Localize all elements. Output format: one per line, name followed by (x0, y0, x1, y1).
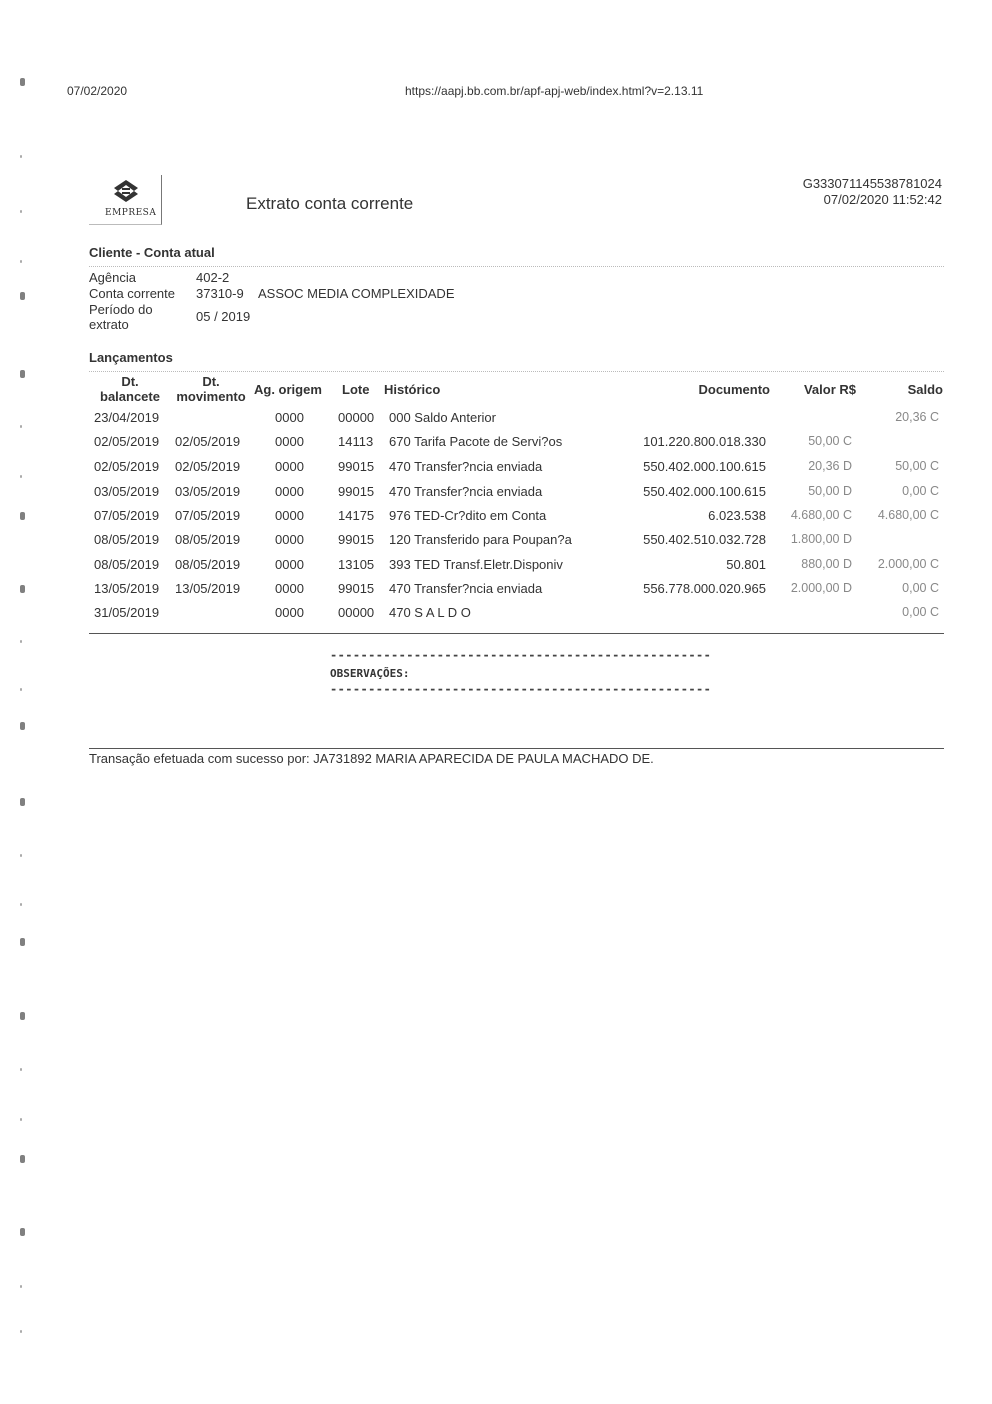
cell-movimento: 08/05/2019 (175, 557, 241, 572)
page-title: Extrato conta corrente (246, 194, 414, 213)
scan-speck (20, 903, 22, 906)
cell-historico: 393 TED Transf.Eletr.Disponiv (389, 557, 563, 572)
agency-value: 402-2 (196, 270, 230, 285)
scan-speck (20, 425, 22, 428)
scan-speck (20, 1012, 25, 1020)
document-identification (803, 176, 942, 208)
cell-lote: 99015 (338, 484, 375, 499)
cell-lote: 99015 (338, 532, 375, 547)
cell-ag-origem: 0000 (275, 605, 304, 620)
cell-lote: 14113 (338, 434, 374, 449)
col-header-line: Dt. (202, 374, 220, 389)
cell-valor: 50,00 C (808, 434, 852, 448)
scan-speck (20, 475, 22, 478)
agency-label: Agência (89, 270, 136, 285)
footer-rule (89, 748, 944, 749)
scan-speck (20, 78, 25, 86)
cell-ag-origem: 0000 (275, 508, 304, 523)
cell-balancete: 31/05/2019 (94, 605, 160, 620)
cell-balancete: 02/05/2019 (94, 434, 160, 449)
section-divider (89, 371, 944, 372)
scan-speck (20, 260, 22, 263)
cell-historico: 120 Transferido para Poupan?a (389, 532, 572, 547)
col-header-ag-origem: Ag. origem (254, 382, 322, 397)
period-value: 05 / 2019 (196, 309, 251, 324)
cell-saldo: 50,00 C (895, 459, 939, 473)
print-url: https://aapj.bb.com.br/apf-apj-web/index.html?v=2.13.11 (405, 84, 704, 98)
scan-speck (20, 688, 22, 691)
cell-saldo: 0,00 C (902, 605, 939, 619)
cell-historico: 670 Tarifa Pacote de Servi?os (389, 434, 563, 449)
cell-valor: 50,00 D (808, 484, 852, 498)
scan-speck (20, 1330, 22, 1333)
scan-speck (20, 370, 25, 378)
col-header-valor: Valor R$ (803, 382, 856, 397)
cell-historico: 000 Saldo Anterior (389, 410, 496, 425)
cell-documento: 550.402.510.032.728 (643, 532, 766, 547)
period-label-line-1: Período do (89, 302, 153, 317)
scan-speck (20, 722, 25, 730)
scan-speck (20, 512, 25, 520)
cell-documento: 556.778.000.020.965 (643, 581, 766, 596)
cell-movimento: 03/05/2019 (175, 484, 241, 499)
cell-historico: 470 S A L D O (389, 605, 471, 620)
cell-documento: 50.801 (726, 557, 766, 572)
document-id-code: G333071145538781024 (802, 176, 942, 191)
cell-saldo: 4.680,00 C (877, 508, 939, 522)
cell-saldo: 2.000,00 C (877, 557, 939, 571)
scan-speck (20, 1068, 22, 1071)
cell-ag-origem: 0000 (275, 581, 304, 596)
scan-speck (20, 1228, 25, 1236)
cell-movimento: 08/05/2019 (175, 532, 241, 547)
scan-speck (20, 210, 22, 213)
cell-balancete: 08/05/2019 (94, 557, 160, 572)
bank-logo (89, 175, 162, 225)
col-header-saldo: Saldo (907, 382, 943, 397)
transaction-footer: Transação efetuada com sucesso por: JA731892 MARIA APARECIDA DE PAULA MACHADO DE. (89, 751, 654, 766)
cell-valor: 4.680,00 C (790, 508, 852, 522)
cell-documento: 550.402.000.100.615 (643, 484, 766, 499)
cell-movimento: 02/05/2019 (175, 459, 241, 474)
cell-balancete: 07/05/2019 (94, 508, 160, 523)
table-bottom-rule (89, 633, 944, 634)
scan-speck (20, 798, 25, 806)
bank-logo-icon (113, 179, 139, 203)
cell-saldo: 0,00 C (902, 484, 939, 498)
observations-label: OBSERVAÇÕES: (330, 667, 410, 680)
cell-movimento: 07/05/2019 (175, 508, 241, 523)
cell-historico: 470 Transfer?ncia enviada (389, 459, 543, 474)
cell-lote: 00000 (338, 410, 375, 425)
scan-speck (20, 1155, 25, 1163)
account-name: ASSOC MEDIA COMPLEXIDADE (258, 286, 455, 301)
document-timestamp: 07/02/2020 11:52:42 (823, 192, 942, 207)
scan-speck (20, 938, 25, 946)
cell-ag-origem: 0000 (275, 410, 304, 425)
cell-lote: 14175 (338, 508, 375, 523)
cell-ag-origem: 0000 (275, 557, 304, 572)
print-date: 07/02/2020 (67, 84, 128, 98)
scan-speck (20, 1285, 22, 1288)
cell-lote: 99015 (338, 581, 375, 596)
logo-label: EMPRESA (105, 208, 157, 218)
cell-balancete: 08/05/2019 (94, 532, 160, 547)
scan-speck (20, 292, 25, 300)
cell-ag-origem: 0000 (275, 434, 304, 449)
cell-ag-origem: 0000 (275, 459, 304, 474)
scan-speck (20, 1118, 22, 1121)
col-header-dt-movimento (172, 374, 250, 404)
cell-lote: 00000 (338, 605, 375, 620)
scan-speck (20, 640, 22, 643)
scan-speck (20, 854, 22, 857)
col-header-documento: Documento (698, 382, 770, 397)
cell-ag-origem: 0000 (275, 484, 304, 499)
cell-saldo: 20,36 C (895, 410, 939, 424)
cell-documento: 101.220.800.018.330 (643, 434, 766, 449)
cell-movimento: 13/05/2019 (175, 581, 241, 596)
cell-movimento: 02/05/2019 (175, 434, 241, 449)
entries-section-title: Lançamentos (89, 350, 173, 365)
cell-balancete: 03/05/2019 (94, 484, 160, 499)
cell-documento: 6.023.538 (708, 508, 766, 523)
account-label: Conta corrente (89, 286, 175, 301)
cell-valor: 2.000,00 D (790, 581, 852, 595)
cell-historico: 470 Transfer?ncia enviada (389, 484, 543, 499)
observations-top-dashes: -------------------------------------------------- (330, 648, 712, 662)
col-header-lote: Lote (342, 382, 370, 397)
cell-valor: 20,36 D (808, 459, 852, 473)
cell-saldo: 0,00 C (902, 581, 939, 595)
scan-speck (20, 585, 25, 593)
cell-historico: 976 TED-Cr?dito em Conta (389, 508, 547, 523)
account-value: 37310-9 (196, 286, 244, 301)
cell-documento: 550.402.000.100.615 (643, 459, 766, 474)
cell-lote: 99015 (338, 459, 375, 474)
col-header-historico: Histórico (384, 382, 441, 397)
scan-speck (20, 155, 22, 158)
cell-valor: 880,00 D (801, 557, 852, 571)
cell-valor: 1.800,00 D (790, 532, 852, 546)
col-header-line: movimento (176, 389, 246, 404)
period-label (89, 302, 153, 332)
col-header-dt-balancete (94, 374, 166, 404)
cell-balancete: 02/05/2019 (94, 459, 160, 474)
observations-bottom-dashes: -------------------------------------------------- (330, 682, 712, 696)
col-header-line: Dt. (121, 374, 139, 389)
cell-balancete: 13/05/2019 (94, 581, 160, 596)
cell-balancete: 23/04/2019 (94, 410, 160, 425)
col-header-line: balancete (100, 389, 160, 404)
section-divider (89, 266, 944, 267)
period-label-line-2: extrato (89, 317, 129, 332)
cell-lote: 13105 (338, 557, 375, 572)
client-section-title: Cliente - Conta atual (89, 245, 215, 260)
cell-ag-origem: 0000 (275, 532, 304, 547)
cell-historico: 470 Transfer?ncia enviada (389, 581, 543, 596)
